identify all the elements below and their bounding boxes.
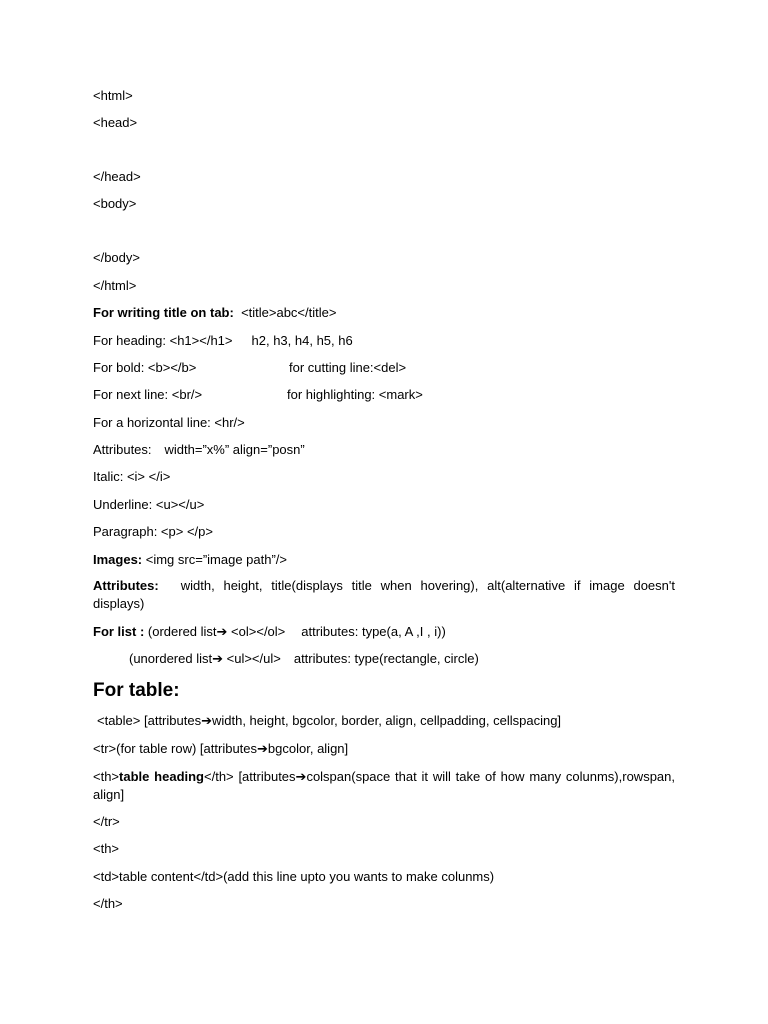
bold-line: [93, 360, 196, 376]
th-bold: table heading: [119, 769, 205, 784]
title-label: For writing title on tab:: [93, 305, 234, 320]
cutting-text: for cutting line:<del>: [289, 360, 407, 375]
table-heading: For table:: [93, 680, 180, 701]
unordered-list-tag: <ul></ul>: [223, 651, 281, 666]
title-code: <title>abc</title>: [241, 305, 337, 320]
paragraph-line: Paragraph: <p> </p>: [93, 524, 213, 539]
head-close-line: </head>: [93, 169, 141, 184]
heading-line: [93, 333, 353, 349]
list-line: [93, 624, 446, 640]
img-attributes-paragraph: [93, 577, 675, 613]
body-close-line: </body>: [93, 250, 140, 265]
tr-text: <tr>(for table row) [attributes: [93, 741, 258, 756]
th-close-line: </th>: [93, 896, 123, 911]
tr-close-line: </tr>: [93, 814, 120, 829]
hr-line: For a horizontal line: <hr/>: [93, 415, 245, 430]
next-line-text: For next line: <br/>: [93, 387, 203, 402]
th-open: <th>: [93, 769, 120, 784]
title-line: [93, 305, 336, 321]
ordered-attrs: attributes: type(a, A ,I , i)): [301, 624, 446, 639]
images-line: [93, 552, 287, 568]
table-attrs: width, height, bgcolor, border, align, cellpadding, cellspacing]: [211, 713, 562, 728]
tr-attrs: bgcolor, align]: [267, 741, 349, 756]
th-attrs: colspan(space that it will take of how many colunms),rowspan, align]: [93, 769, 675, 802]
heading-text: For heading: <h1></h1>: [93, 333, 233, 348]
attributes-label: Attributes:: [93, 442, 152, 457]
table-tag: <table> [attributes: [97, 713, 202, 728]
td-line: <td>table content</td>(add this line upto you wants to make colunms): [93, 869, 495, 884]
th-tag-line: <th>: [93, 841, 120, 856]
th-paragraph: [93, 768, 675, 804]
img-attributes-label: Attributes:: [93, 578, 159, 593]
images-label: Images:: [93, 552, 143, 567]
ordered-list-tag: <ol></ol>: [227, 624, 286, 639]
html-close-line: </html>: [93, 278, 137, 293]
img-attributes-text: width, height, title(displays title when hovering), alt(alternative if image doesn't displays): [93, 578, 675, 611]
arrow-icon: ➔: [216, 624, 228, 639]
body-open-line: <body>: [93, 196, 137, 211]
arrow-icon: ➔: [201, 713, 212, 728]
tr-line: [93, 741, 348, 757]
unordered-list: (unordered list: [129, 651, 213, 666]
unordered-list-line: [129, 651, 479, 667]
underline-line: Underline: <u></u>: [93, 497, 205, 512]
unordered-attrs: attributes: type(rectangle, circle): [293, 651, 479, 666]
table-tag-line: [97, 713, 561, 729]
italic-line: Italic: <i> </i>: [93, 469, 171, 484]
html-open-line: <html>: [93, 88, 133, 103]
ordered-list: (ordered list: [144, 624, 217, 639]
highlight-text: for highlighting: <mark>: [287, 387, 423, 402]
arrow-icon: ➔: [295, 769, 307, 784]
arrow-icon: ➔: [212, 651, 224, 666]
list-label: For list :: [93, 624, 145, 639]
heading-levels: h2, h3, h4, h5, h6: [251, 333, 353, 348]
th-close: </th> [attributes: [204, 769, 296, 784]
attributes-line: [93, 442, 305, 458]
images-code: <img src=”image path”/>: [142, 552, 288, 567]
attributes-values: width=”x%” align=”posn”: [164, 442, 305, 457]
head-open-line: <head>: [93, 115, 138, 130]
bold-text: For bold: <b></b>: [93, 360, 197, 375]
arrow-icon: ➔: [257, 741, 268, 756]
